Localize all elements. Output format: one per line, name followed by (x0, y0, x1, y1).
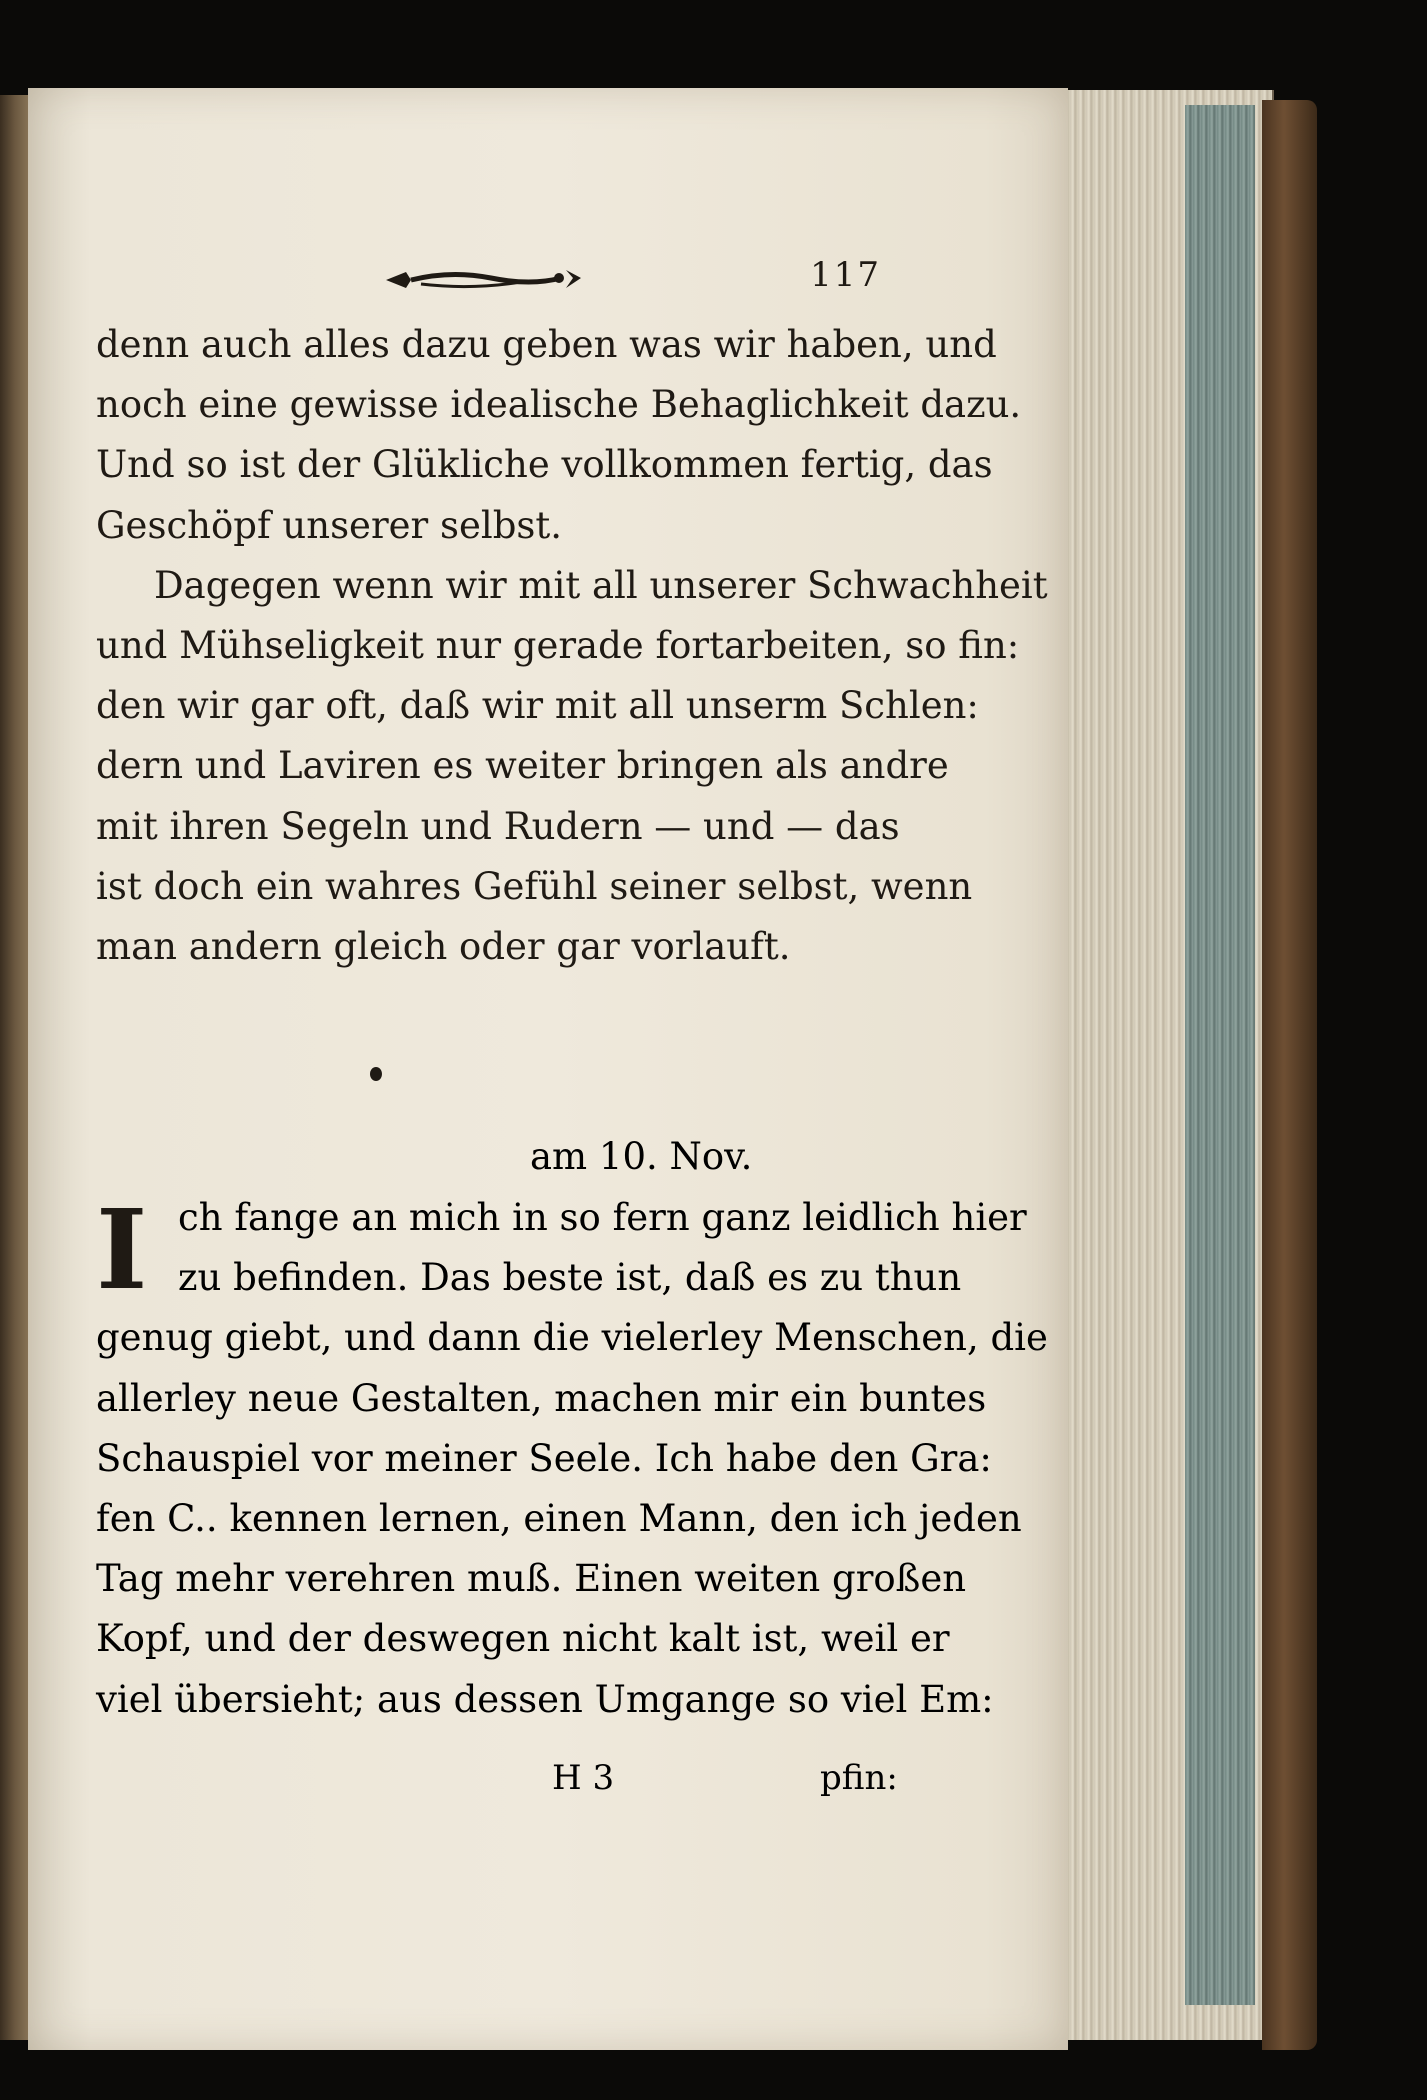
paragraph-2 (96, 556, 1048, 977)
text-line: Dagegen wenn wir mit all unserer Schwachheit (154, 563, 1048, 607)
text-line: denn auch alles dazu geben was wir haben, und (96, 323, 997, 366)
text-line: Geschöpf unserer selbst. (96, 503, 563, 547)
letter-paragraph (96, 1188, 1048, 1730)
page-text-block (96, 255, 1048, 977)
book-cover (1262, 100, 1317, 2050)
section-mark (370, 1067, 382, 1081)
text-line: Und so ist der Glükliche vollkommen fertig, das (96, 443, 993, 487)
text-line: man andern gleich oder gar vorlauft. (96, 925, 791, 969)
text-line: und Mühseligkeit nur gerade fortarbeiten, so fin: (96, 624, 1020, 668)
text-line: ist doch ein wahres Gefühl seiner selbst, wenn (96, 864, 973, 908)
catchword: pfin: (820, 1758, 898, 1798)
printer-signature: H 3 (552, 1758, 615, 1798)
text-line: noch eine gewisse idealische Behaglichkeit dazu. (96, 383, 1022, 427)
paragraph-1 (96, 315, 1022, 556)
text-line: den wir gar oft, daß wir mit all unserm Schlen: (96, 684, 979, 728)
text-line: ch fange an mich in so fern ganz leidlich hier (178, 1196, 1027, 1239)
header-ornament-icon (381, 260, 591, 300)
page-edge-tint (1185, 105, 1255, 2005)
text-line: Schauspiel vor meiner Seele. Ich habe den Gra: (96, 1436, 992, 1480)
previous-page-edge (0, 95, 30, 2040)
text-line: dern und Laviren es weiter bringen als andre (96, 744, 949, 788)
text-line: allerley neue Gestalten, machen mir ein buntes (96, 1376, 987, 1420)
page-header (96, 255, 891, 315)
svg-text:I: I (96, 1196, 148, 1306)
text-line: Tag mehr verehren muß. Einen weiten großen (96, 1557, 967, 1601)
text-line: zu befinden. Das beste ist, daß es zu thun (178, 1256, 962, 1300)
text-line: Kopf, und der deswegen nicht kalt ist, weil er (96, 1617, 950, 1661)
dropcap-glyph (96, 1196, 168, 1306)
text-line: fen C.. kennen lernen, einen Mann, den ich jeden (96, 1497, 1022, 1541)
page-number: 117 (810, 255, 881, 295)
text-line: mit ihren Segeln und Rudern — und — das (96, 804, 900, 848)
letter-body (96, 1188, 1048, 1730)
text-line: genug giebt, und dann die vielerley Menschen, die (96, 1316, 1048, 1360)
letter-date: am 10. Nov. (530, 1135, 753, 1178)
text-line: viel übersieht; aus dessen Umgange so viel Em: (96, 1677, 994, 1721)
